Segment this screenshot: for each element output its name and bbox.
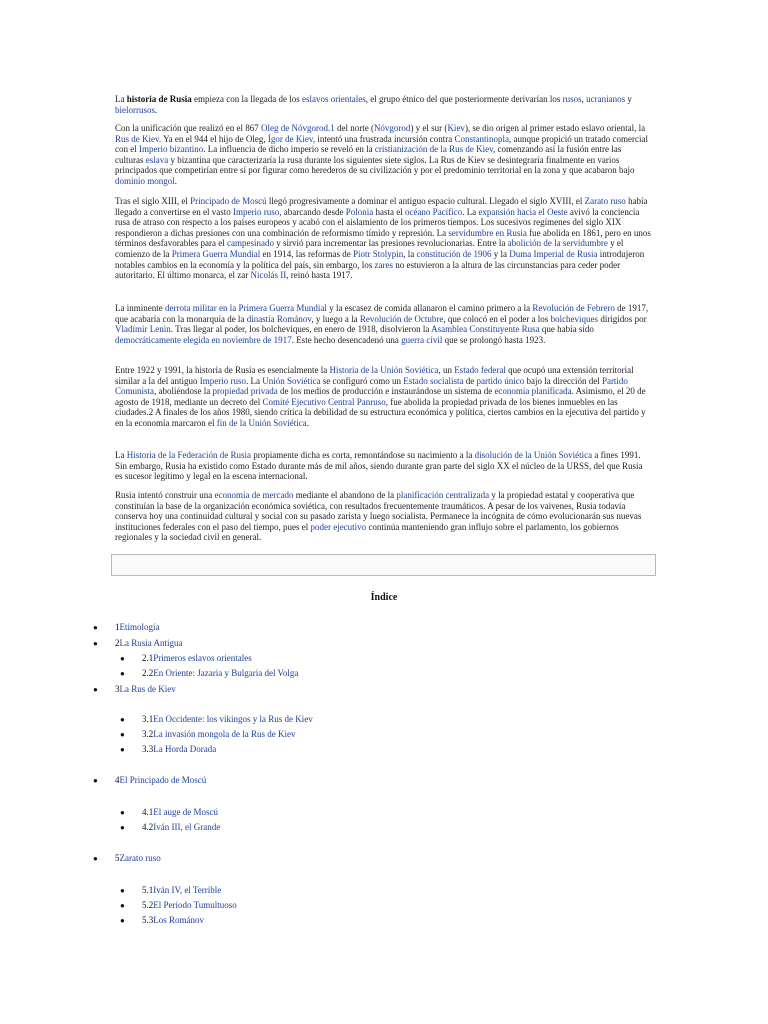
inline-link[interactable]: Principado de Moscú <box>190 196 267 206</box>
toc-item-number: 5.1 <box>142 885 154 895</box>
toc-item-5-1[interactable] <box>120 885 221 896</box>
text-run: y <box>625 94 632 104</box>
inline-link[interactable]: Historia de la Unión Soviética <box>329 365 439 375</box>
toc-item-number: 5.2 <box>142 900 154 910</box>
text-run: y la <box>491 248 510 259</box>
toc-item-number: 4.1 <box>142 807 154 817</box>
inline-link[interactable]: cristianización de la Rus de Kiev <box>374 144 494 155</box>
text-run: llegó progresivamente a dominar el antiguo espacio cultural. Llegado el siglo XVIII, el <box>266 196 585 206</box>
text-run: hasta el <box>373 206 405 217</box>
text-run: , reinó hasta 1917. <box>286 270 353 281</box>
toc-item-number: 2.2 <box>142 668 154 678</box>
toc-item-label: Etimología <box>119 622 160 632</box>
inline-link[interactable]: .1 <box>327 123 335 133</box>
text-run: de <box>463 375 477 386</box>
toc-item-number: 4 <box>115 775 120 785</box>
text-run: en 1914, las reformas de <box>260 248 353 259</box>
inline-link[interactable]: Ígor de Kiev <box>267 133 313 144</box>
toc-item-number: 5 <box>115 853 120 863</box>
inline-link[interactable]: planificación centralizada <box>396 490 490 500</box>
inline-link[interactable]: servidumbre en Rusia <box>448 227 527 238</box>
toc-item-number: 3.3 <box>142 744 154 754</box>
text-run: y sirvió para incrementar las presiones revolucionarias. Entre la <box>273 238 508 249</box>
bullet-icon: ● <box>120 669 125 678</box>
toc-item-label: Primeros eslavos orientales <box>153 653 252 663</box>
text-run: ), se dio origen al primer estado eslavo oriental, la <box>464 123 646 133</box>
inline-link[interactable]: Polonia <box>345 206 374 217</box>
toc-item-number: 3.2 <box>142 729 154 739</box>
text-run: que ocupó una extensión territorial similar a la del antiguo <box>115 365 634 386</box>
text-run: y bizantina que caracterizaría la rusa durante los siguientes siete siglos. La Rus de Kiev se desintegraría finalmente en varios principados que competirían entre sí por figurar como herederos de su civilización y por el predominio territorial en la zona y que acabaron bajo <box>115 154 635 176</box>
toc-title: Índice <box>370 592 398 603</box>
russian-federation-paragraph <box>115 450 651 482</box>
text-run: de 1917, que acabaría con la monarquía de la <box>115 303 649 324</box>
text-run: , aunque propició un tratado comercial con el <box>115 133 648 155</box>
inline-link[interactable]: Revolución de Febrero <box>532 303 615 313</box>
toc-item-1[interactable] <box>93 622 160 633</box>
text-run: , que colocó en el poder a los <box>443 313 551 324</box>
toc-item-3-2[interactable] <box>120 729 295 740</box>
text-run: , aboliéndose la <box>154 386 213 397</box>
text-run: no estuvieron a la altura de las circunstancias para ceder poder autoritario. El último monarca, el zar <box>115 259 621 281</box>
text-run: ) y el sur ( <box>410 123 448 133</box>
inline-link[interactable]: Vladímir Lenin <box>115 324 171 335</box>
toc-item-3-1[interactable] <box>120 714 313 725</box>
toc-item-2-1[interactable] <box>120 653 252 664</box>
toc-item-4[interactable] <box>93 775 206 786</box>
text-run: . <box>155 104 158 115</box>
inline-link[interactable]: Primera Guerra Mundial <box>171 248 261 259</box>
bullet-icon: ● <box>120 730 125 739</box>
inline-link[interactable]: Oleg de Nóvgorod <box>260 123 328 133</box>
text-run: Con la unificación que realizó en el 867 <box>115 123 261 133</box>
text-run: Rusia intentó construir una <box>115 490 215 500</box>
text-run: Entre 1922 y 1991, la historia de Rusia es esencialmente la <box>115 365 330 375</box>
toc-item-5[interactable] <box>93 853 161 864</box>
text-run: La <box>115 450 127 460</box>
inline-link[interactable]: Imperio ruso <box>232 206 280 217</box>
inline-link[interactable]: disolución de la Unión Soviética <box>474 450 593 460</box>
text-run: . <box>306 417 309 428</box>
inline-link[interactable]: eslavos orientales <box>301 94 366 104</box>
bullet-icon: ● <box>93 685 98 694</box>
toc-item-label: La invasión mongola de la Rus de Kiev <box>153 729 296 739</box>
toc-item-4-1[interactable] <box>120 807 218 818</box>
text-run: continúa manteniendo gran influjo sobre el parlamento, los gobiernos regionales y la sociedad civil en general. <box>115 521 619 543</box>
market-economy-paragraph <box>115 490 651 543</box>
bold-term: historia de Rusia <box>126 94 192 104</box>
text-run: , intentó una frustrada incursión contra <box>312 133 455 144</box>
text-run: . Ya en el 944 el hijo de Oleg, <box>158 133 268 144</box>
moscow-empire-paragraph <box>115 196 651 281</box>
toc-item-5-2[interactable] <box>120 900 237 911</box>
text-run: propiamente dicha es corta, remontándose su nacimiento a la <box>250 450 475 460</box>
toc-item-label: El auge de Moscú <box>153 807 218 817</box>
inline-link[interactable]: Historia de la Federación de Rusia <box>126 450 251 460</box>
text-run: y la escasez de comida allanaron el camino primero a la <box>326 303 533 313</box>
inline-link[interactable]: partido único <box>476 375 525 386</box>
toc-item-number: 4.2 <box>142 822 154 832</box>
bullet-icon: ● <box>120 886 125 895</box>
text-run: , comenzando así la fusión entre las culturas <box>115 144 622 165</box>
toc-item-label: La Rusia Antigua <box>119 638 183 648</box>
text-run: La inminente <box>115 303 165 313</box>
inline-link[interactable]: bielorrusos <box>115 104 155 115</box>
inline-link[interactable]: océano Pacífico <box>404 206 463 217</box>
text-run: . <box>174 175 178 186</box>
bullet-icon: ● <box>120 654 125 663</box>
text-run: , un <box>438 365 455 375</box>
inline-link[interactable]: Kiev <box>447 123 465 133</box>
text-run: a fines 1991. Sin embargo, Rusia ha existido como Estado durante más de mil años, siendo durante gran parte del siglo XX el núcleo de la URSS, del que Rusia es sucesor legítimo y legal en la escena internacional. <box>115 450 643 482</box>
inline-link[interactable]: Imperio ruso <box>199 375 246 386</box>
text-run: . Este hecho desencadenó una <box>291 334 402 345</box>
inline-link[interactable]: rusos <box>562 94 582 104</box>
toc-item-5-3[interactable] <box>120 915 204 926</box>
text-run: . Asimismo, el 20 de agosto de 1918, mediante un decreto del <box>115 386 646 407</box>
bullet-icon: ● <box>120 808 125 817</box>
text-run: Tras el siglo XIII, el <box>115 196 191 206</box>
inline-link[interactable]: bolcheviques <box>550 313 599 324</box>
toc-item-4-2[interactable] <box>120 822 220 833</box>
toc-item-label: En Oriente: Jazaria y Bulgaria del Volga <box>153 668 299 678</box>
inline-link[interactable]: Nicolás II <box>250 270 287 281</box>
text-run: de los medios de producción e instaurándose un sistema de <box>277 386 495 397</box>
intro-paragraph <box>115 94 651 115</box>
inline-link[interactable]: eslava <box>145 154 169 165</box>
toc-item-number: 3.1 <box>142 714 154 724</box>
text-run: , abarcando desde <box>279 206 346 217</box>
text-run: y la propiedad estatal y cooperativa que constituían la base de la organización económica soviética, con resultados frecuentemente traumáticos. A pesar de los vaivenes, Rusia todavía conserva hoy una continuidad cultural y social con su pasado zarista y luego socialista. Permanece la incógnita de cómo evolucionarán sus nuevas instituciones federales con el paso del tiempo, pues el <box>115 490 642 532</box>
toc-item-label: La Horda Dorada <box>153 744 217 754</box>
toc-item-2-2[interactable] <box>120 668 298 679</box>
text-run: . La <box>245 375 263 386</box>
text-run: , fue abolida la propiedad privada de los bienes inmuebles en las ciudades.2 A finales de los años 1980, siendo crítica la debilidad de su estructura económica y política, ciertos cambios en la ejecutiva del partido y en la economía marcaron el <box>115 396 646 428</box>
text-run: . La <box>462 206 479 217</box>
text-run: bajo la dirección del <box>524 375 602 386</box>
text-run: del norte ( <box>334 123 374 133</box>
toc-item-number: 5.3 <box>142 915 154 925</box>
inline-link[interactable]: abolición de la servidumbre <box>507 238 608 249</box>
toc-item-label: El Período Tumultuoso <box>153 900 237 910</box>
text-run: , <box>581 94 587 104</box>
bullet-icon: ● <box>120 823 125 832</box>
inline-link[interactable]: democráticamente elegida en noviembre de 1917 <box>115 334 292 345</box>
inline-link[interactable]: constitución de 1906 <box>416 248 492 259</box>
inline-link[interactable]: campesinado <box>226 238 274 249</box>
inline-link[interactable]: Comité Ejecutivo Central Panruso <box>262 396 386 407</box>
inline-link[interactable]: fin de la Unión Soviética <box>216 417 307 428</box>
inline-link[interactable]: derrota militar en la Primera Guerra Mundial <box>164 303 327 313</box>
inline-link[interactable]: Estado socialista <box>403 375 464 386</box>
toc-item-label: En Occidente: los vikingos y la Rus de Kiev <box>153 714 313 724</box>
toc-item-number: 2 <box>115 638 120 648</box>
inline-link[interactable]: guerra civil <box>401 334 443 345</box>
text-run: introdujeron notables cambios en la economía y la política del país, sin embargo, los <box>115 248 645 270</box>
text-run: . La influencia de dicho imperio se reveló en la <box>203 144 375 155</box>
text-run: y el comienzo de la <box>115 238 624 259</box>
bullet-icon: ● <box>120 916 125 925</box>
inline-link[interactable]: Unión Soviética <box>262 375 321 386</box>
inline-link[interactable]: Zarato ruso <box>584 196 626 206</box>
text-run: mediante el abandono de la <box>293 490 397 500</box>
bullet-icon: ● <box>93 623 98 632</box>
bullet-icon: ● <box>93 776 98 785</box>
text-run: fue abolida en 1861, pero en unos términos desfavorables para el <box>115 227 651 249</box>
bullet-icon: ● <box>93 639 98 648</box>
toc-item-label: Zarato ruso <box>119 853 161 863</box>
inline-link[interactable]: Revolución de Octubre <box>359 313 444 324</box>
inline-link[interactable]: zares <box>374 259 394 270</box>
toc-item-label: El Principado de Moscú <box>119 775 207 785</box>
inline-link[interactable]: Rus de Kiev <box>115 133 159 144</box>
toc-item-label: Iván IV, el Terrible <box>153 885 222 895</box>
toc-item-3-3[interactable] <box>120 744 216 755</box>
revolution-paragraph <box>115 303 651 345</box>
text-run: , la <box>403 248 417 259</box>
kievan-rus-paragraph <box>115 123 651 187</box>
toc-item-label: La Rus de Kiev <box>119 684 176 694</box>
text-run: avivó la conciencia rusa de atraso con respecto a los países europeos y acabó con el aislamiento de los primeros tiempos. Los sucesivos regímenes del siglo XIX respondieron a dichas presiones con una combinación de reformismo tímido y represión. La <box>115 206 640 238</box>
text-run: , el grupo étnico del que posteriormente derivarían los <box>365 94 563 104</box>
inline-link[interactable]: dominio mongol <box>115 175 175 186</box>
text-run: que había sido <box>539 324 594 335</box>
inline-link[interactable]: poder ejecutivo <box>310 521 367 532</box>
inline-link[interactable]: Imperio bizantino <box>139 144 204 155</box>
text-run: que se prolongó hasta 1923. <box>442 334 546 345</box>
inline-link[interactable]: economía planificada <box>494 386 572 397</box>
text-run: había llegado a convertirse en el vasto <box>115 196 648 217</box>
toc-item-2[interactable] <box>93 638 183 649</box>
inline-link[interactable]: Piotr Stolypin <box>352 248 404 259</box>
toc-item-3[interactable] <box>93 684 176 695</box>
inline-link[interactable]: Constantinopla <box>454 133 510 144</box>
inline-link[interactable]: propiedad privada <box>212 386 278 397</box>
text-run: La <box>115 94 127 104</box>
bullet-icon: ● <box>93 854 98 863</box>
toc-item-number: 1 <box>115 622 120 632</box>
inline-link[interactable]: dinastía Románov <box>246 313 312 324</box>
inline-link[interactable]: expansión hacia el Oeste <box>478 206 568 217</box>
text-run: se configuró como un <box>320 375 404 386</box>
inline-link[interactable]: Partido Comunista <box>115 375 628 397</box>
text-run: empieza con la llegada de los <box>191 94 302 104</box>
toc-item-label: Iván III, el Grande <box>153 822 221 832</box>
bullet-icon: ● <box>120 901 125 910</box>
inline-link[interactable]: economía de mercado <box>214 490 294 500</box>
toc-item-number: 3 <box>115 684 120 694</box>
inline-link[interactable]: Asamblea Constituyente Rusa <box>431 324 540 335</box>
bullet-icon: ● <box>120 715 125 724</box>
inline-link[interactable]: Estado federal <box>454 365 506 375</box>
bullet-icon: ● <box>120 745 125 754</box>
inline-link[interactable]: Duma Imperial de Rusia <box>509 248 598 259</box>
toc-item-number: 2.1 <box>142 653 154 663</box>
text-run: dirigidos por <box>598 313 647 324</box>
toc-item-label: Los Románov <box>153 915 204 925</box>
inline-link[interactable]: ucranianos <box>586 94 626 104</box>
empty-table-box <box>111 554 656 576</box>
text-run: . Tras llegar al poder, los bolcheviques, en enero de 1918, disolvieron la <box>170 324 432 335</box>
soviet-union-paragraph <box>115 365 651 429</box>
text-run: , y luego a la <box>311 313 360 324</box>
inline-link[interactable]: Nóvgorod <box>373 123 411 133</box>
